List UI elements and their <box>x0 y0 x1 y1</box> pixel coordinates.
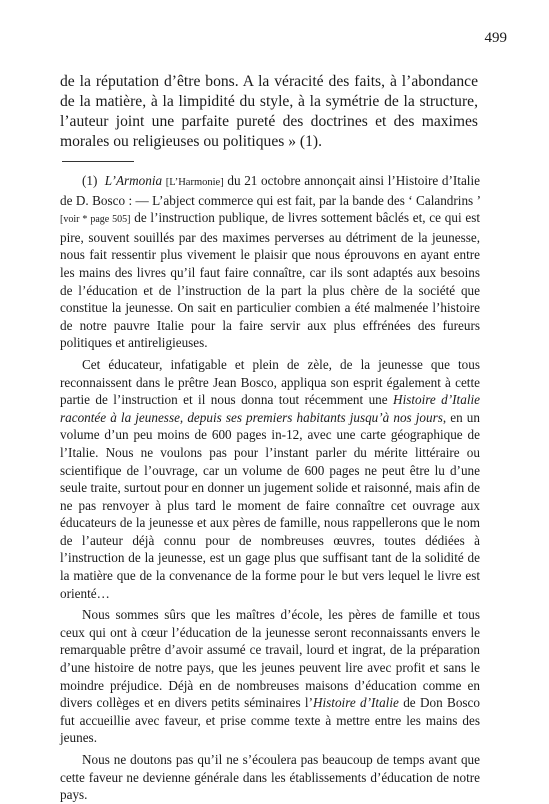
footnote-newspaper-title: L’Armonia <box>104 173 163 188</box>
book-title: Histoire d’Italie racontée à la jeunesse, depuis ses premiers habitants jusqu’à nos jours <box>60 392 480 425</box>
main-text: de la réputation d’être bons. A la véracité des faits, à l’abondance de la matière, à la limpidité du style, à la symétrie de la structure, l’auteur joint une parfaite pureté des doctrines et des maximes morales ou religieuses ou politiques » (1). <box>60 73 478 150</box>
quote-paragraph-3 <box>60 606 480 747</box>
footnote-title-gloss: [L’Harmonie] <box>165 177 224 188</box>
footnote-separator <box>62 161 134 162</box>
quote-paragraph-4: Nous ne doutons pas qu’il ne s’écoulera pas beaucoup de temps avant que cette faveur ne devienne générale dans les établissements d’éducation de notre pays. <box>60 752 480 803</box>
footnote-block <box>60 172 480 804</box>
footnote-text-1: du 21 octobre annonçait ainsi l’Histoire d’Italie de D. Bosco : — L’abject commerce qui est fait, par la bande des ‘ Calandrins ’ <box>60 173 480 208</box>
paragraph-3-text-2: de Don Bosco fut accueillie avec faveur, et prise comme texte à mettre entre les mains des jeunes. <box>60 695 480 746</box>
footnote-text-2: de l’instruction publique, de livres sottement bâclés et, ce qui est pire, souvent souillés par des maximes perverses au détriment de la jeunesse, nous fait ressentir plus vivement le plaisir que nous éprouvons en ayant entre les mains des livres qu’il faut faire connaître, car ils sont adaptés aux besoins de l’éducation et de l’instruction de la part la plus chère de la société que constitue la jeunesse. On sait en particulier combien a été malmenée l’histoire de notre pauvre Italie pour la faire servir aux plus effrénées des fureurs politiques et antireligieuses. <box>60 210 480 351</box>
page-number: 499 <box>484 30 507 46</box>
footnote-paragraph <box>60 172 480 352</box>
paragraph-2-text-1: Cet éducateur, infatigable et plein de zèle, de la jeunesse que tous reconnaissent dans le prêtre Jean Bosco, appliqua son esprit également à cette partie de l’instruction et il nous donna tout récemment une <box>60 356 480 408</box>
paragraph-2-text-2: , en un volume d’un peu moins de 600 pages in-12, avec une carte géographique de l’Italie. Nous ne voulons pas pour l’instant parler du mérite littéraire ou scientifique de l’ouvrage, car un volume de 600 pages ne peut être lu d’une seule traite, surtout pour en donner un jugement solide et raisonné, mais afin de ne pas renvoyer à plus tard le moment de faire connaître cet ouvrage aux éducateurs de la jeunesse et aux pères de famille, nous rappellerons que le nom de l’auteur déjà connu pour de nombreuses œuvres, toutes dédiées à l’instruction de la jeunesse, est un gage plus que suffisant tant de la solidité de la matière que de la convenance de la forme pour le but vers lequel le livre est orienté… <box>60 409 480 601</box>
footnote-number: (1) <box>82 173 98 188</box>
quote-paragraph-2 <box>60 356 480 602</box>
book-title-short: Histoire d’Italie <box>312 695 399 711</box>
footnote-cross-reference: [voir * page 505] <box>60 214 131 226</box>
paragraph-3-text-1: Nous sommes sûrs que les maîtres d’école, les pères de famille et tous ceux qui ont à cœur l’éducation de la jeunesse seront reconnaissants envers le remarquable prêtre d’avoir assumé ce travail, lourd et ingrat, de la préparation d’une histoire de notre pays, que les jeunes peuvent lire avec profit et sans le moindre préjudice. Déjà en de nombreuses maisons d’éducation comme en divers collèges et en divers petits séminaires l’ <box>60 607 480 711</box>
